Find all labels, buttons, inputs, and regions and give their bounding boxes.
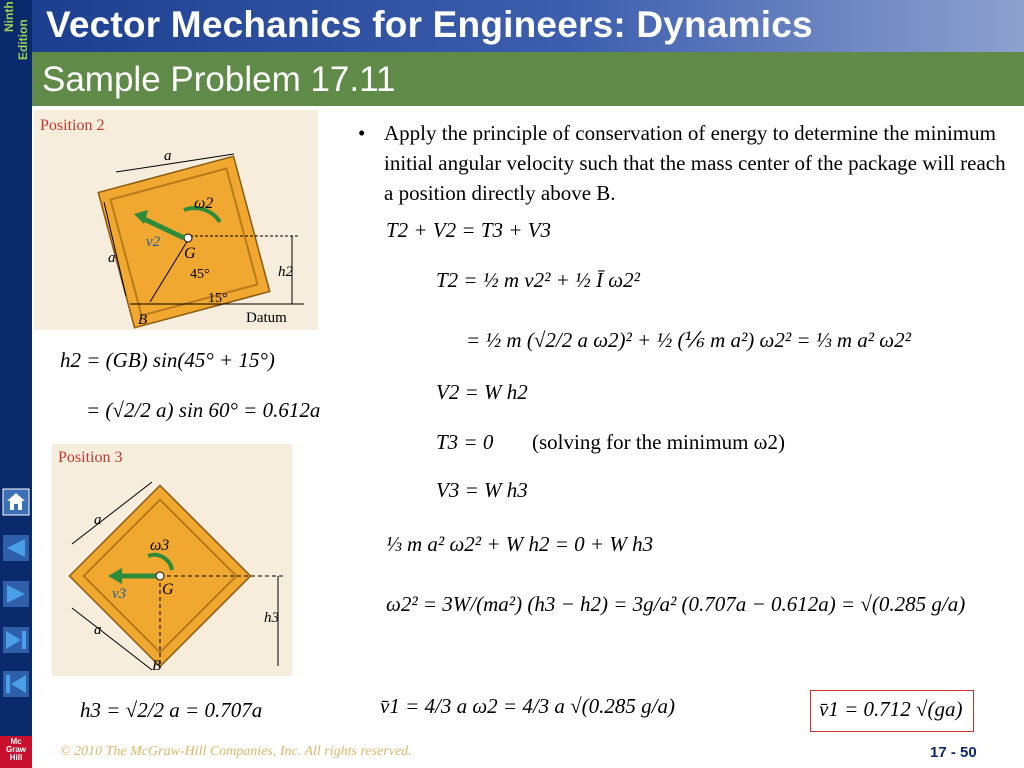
datum-label: Datum	[246, 310, 287, 326]
figure-position-3	[52, 444, 292, 676]
previous-icon	[2, 534, 30, 562]
point-b-3: B	[152, 658, 162, 674]
header-bar	[32, 0, 1024, 52]
dim-a-top: a	[164, 148, 172, 164]
edition-line1: Ninth	[2, 1, 16, 32]
omega2-label: ω2	[194, 195, 214, 212]
t2-equation-1: T2 = ½ m v2² + ½ Ī ω2²	[436, 268, 640, 292]
slide-title: Sample Problem 17.11	[42, 60, 396, 99]
home-button[interactable]	[0, 486, 32, 518]
next-button[interactable]	[0, 578, 32, 610]
omega3-label: ω3	[150, 537, 170, 554]
dim-a-top-3: a	[94, 512, 102, 528]
package-2	[98, 156, 269, 327]
position-3-label: Position 3	[58, 449, 123, 466]
position-2-diagram	[34, 110, 318, 330]
position-3-diagram	[52, 444, 292, 676]
combined-equation: ⅓ m a² ω2² + W h2 = 0 + W h3	[386, 532, 654, 556]
h3-equation: h3 = √2/2 a = 0.707a	[80, 698, 263, 722]
last-button[interactable]	[0, 624, 32, 656]
energy-equation: T2 + V2 = T3 + V3	[386, 218, 552, 242]
page-number: 17 - 50	[930, 744, 977, 761]
v3-label: v3	[112, 586, 127, 602]
home-icon	[2, 488, 30, 516]
h2-label: h2	[278, 264, 293, 280]
omega-squared-equation: ω2² = 3W/(ma²) (h3 − h2) = 3g/a² (0.707a − 0.612a) = √(0.285 g/a)	[386, 592, 966, 616]
copyright: © 2010 The McGraw-Hill Companies, Inc. All rights reserved.	[60, 744, 412, 759]
dim-a-bottom-3: a	[94, 622, 102, 638]
v3-equation: V3 = W h3	[436, 478, 528, 502]
previous-button[interactable]	[0, 532, 32, 564]
figure-position-2	[34, 110, 318, 330]
vbar-equation: v̄1 = 4/3 a ω2 = 4/3 a √(0.285 g/a)	[380, 694, 676, 718]
h2-equation-1: h2 = (GB) sin(45° + 15°)	[60, 348, 275, 372]
bullet-dot: •	[358, 121, 366, 145]
h2-equation-2: = (√2/2 a) sin 60° = 0.612a	[86, 398, 321, 422]
publisher-logo: Mc Graw Hill	[0, 736, 32, 768]
angle-15: 15°	[208, 291, 228, 306]
dim-a-left: a	[108, 250, 116, 266]
center-g: G	[184, 245, 196, 262]
point-b: B	[138, 312, 148, 328]
back-button[interactable]	[0, 668, 32, 700]
t3-equation: T3 = 0	[436, 430, 494, 454]
t2-equation-2: = ½ m (√2/2 a ω2)² + ½ (⅙ m a²) ω2² = ⅓ m a² ω2²	[466, 328, 911, 352]
back-icon	[2, 670, 30, 698]
edition-label	[0, 2, 32, 62]
angle-45: 45°	[190, 267, 210, 282]
next-icon	[2, 580, 30, 608]
answer-equation: v̄1 = 0.712 √(ga)	[819, 697, 963, 721]
edition-line2: Edition	[16, 19, 30, 60]
subheader-bar	[32, 52, 1024, 106]
t3-note: (solving for the minimum ω2)	[532, 430, 785, 454]
v2-equation: V2 = W h2	[436, 380, 528, 404]
h3-label: h3	[264, 610, 279, 626]
book-title: Vector Mechanics for Engineers: Dynamics	[46, 4, 813, 45]
center-g-3: G	[162, 581, 174, 598]
last-icon	[2, 626, 30, 654]
bullet-text: Apply the principle of conservation of energy to determine the minimum initial angular velocity such that the mass center of the package will reach a position directly above B.	[384, 121, 1006, 205]
position-2-label: Position 2	[40, 117, 105, 134]
answer-box	[810, 690, 974, 732]
bullet-paragraph	[358, 118, 1008, 208]
v2-label: v2	[146, 234, 161, 250]
